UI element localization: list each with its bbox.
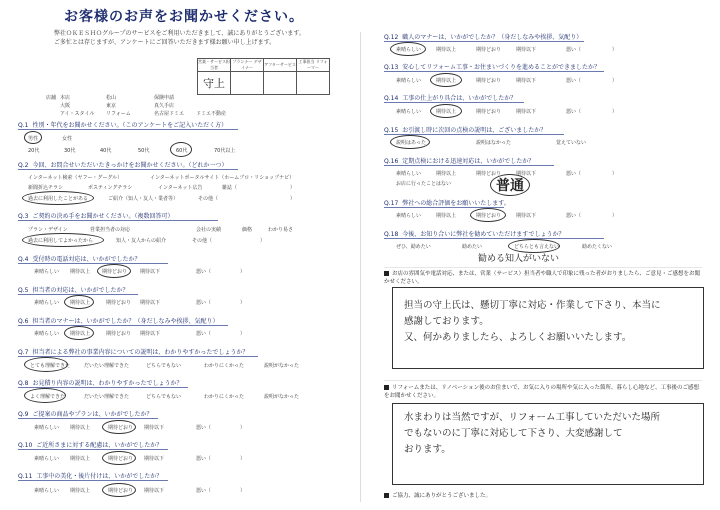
intro-text <box>54 29 354 47</box>
question-14: Q.14 工事の仕上がり具合は、いかがでしたか？ <box>384 95 517 102</box>
option[interactable]: ） <box>290 196 296 202</box>
option[interactable]: ポスティングチラシ <box>88 185 133 191</box>
option[interactable]: 70代以上 <box>214 148 236 154</box>
option[interactable]: だいたい理解できた <box>84 394 130 400</box>
option[interactable]: ぜひ、勧めたい <box>396 244 431 250</box>
store-option[interactable]: 名古屋ドミエ <box>154 111 185 117</box>
option[interactable]: わかり易さ <box>268 227 294 233</box>
option[interactable]: 期待どおり <box>476 171 502 177</box>
question-13: Q.13 安心してリフォーム工事・お住まいづくりを進めることができましたか？ <box>384 64 600 71</box>
option[interactable]: 期待以上 <box>436 47 457 53</box>
option[interactable]: とても理解できた <box>30 363 71 369</box>
separator <box>384 267 702 268</box>
option[interactable]: インターネット検索（ヤフー・グーグル） <box>28 175 123 181</box>
option[interactable]: 期待どおり <box>108 425 134 431</box>
option[interactable]: だいたい理解できた <box>84 363 130 369</box>
option[interactable]: 過去に利用したことがある <box>28 196 89 202</box>
option[interactable]: 悪い（ <box>196 269 212 275</box>
store-option[interactable]: ドミエ不動産 <box>196 111 227 117</box>
option[interactable]: 期待どおり <box>106 300 132 306</box>
option[interactable]: 説明がなかった <box>264 394 300 400</box>
answer-circle <box>64 295 94 309</box>
option[interactable]: 素晴らしい <box>396 213 422 219</box>
box2-handwriting <box>404 410 660 458</box>
option[interactable]: わかりにくかった <box>204 363 245 369</box>
staff-value[interactable]: 守上 <box>198 72 231 95</box>
question-12: Q.12 職人のマナーは、いかがでしたか？（身だしなみや挨拶、気配り） <box>384 34 583 41</box>
option[interactable]: 期待どおり <box>108 456 134 462</box>
option[interactable]: 勧めたくない <box>582 244 613 250</box>
option[interactable]: 期待どおり <box>476 213 502 219</box>
answer-circle <box>102 451 136 465</box>
option[interactable]: ） <box>612 213 618 219</box>
answer-circle <box>97 264 131 278</box>
question-underline <box>18 325 228 326</box>
option[interactable]: 悪い（ <box>196 488 212 494</box>
option[interactable]: 説明がなかった <box>264 363 300 369</box>
staff-header: 工事担当 リフォーマー <box>298 59 328 70</box>
option[interactable]: 素晴らしい <box>34 488 60 494</box>
question-underline <box>384 102 524 103</box>
question-9: Q.9 ご提案の商品やプランは、いかがでしたか？ <box>18 411 153 418</box>
option[interactable]: 悪い（ <box>566 47 582 53</box>
store-option[interactable]: 松山 <box>106 95 117 101</box>
option[interactable]: ） <box>240 488 246 494</box>
intro-line-1: 弊社ＯＫＥＳＨＯグループのサービスをご利用いただきまして、誠にありがとうございます。 <box>54 30 305 37</box>
store-option[interactable]: 東京 <box>106 103 117 109</box>
option[interactable]: 期待以上 <box>70 269 91 275</box>
option[interactable]: よく理解できた <box>30 394 66 400</box>
question-underline <box>18 169 238 170</box>
option[interactable]: 期待以下 <box>516 78 537 84</box>
option[interactable]: 悪い（ <box>566 78 582 84</box>
option[interactable]: その他（ <box>192 238 213 244</box>
option[interactable]: ） <box>612 171 618 177</box>
option[interactable]: 悪い（ <box>196 456 212 462</box>
question-4: Q.4 受付時の電話対応は、いかがでしたか？ <box>18 256 141 263</box>
store-option[interactable]: 大阪 <box>60 103 71 109</box>
question-6: Q.6 担当者のマナーは、いかがでしたか？（身だしなみや挨拶、気配り） <box>18 318 219 325</box>
option[interactable]: 期待以上 <box>436 213 457 219</box>
option[interactable]: 40代 <box>100 148 112 154</box>
option[interactable]: 知人・友人からの紹介 <box>116 238 167 244</box>
question-16: Q.16 定期点検における迅速対応は、いかがでしたか？ <box>384 158 535 165</box>
option[interactable]: 説明はあった <box>396 140 426 146</box>
option[interactable]: 期待以下 <box>144 456 165 462</box>
box1-handwriting <box>404 298 661 346</box>
staff-value[interactable] <box>231 72 264 95</box>
answer-circle <box>430 73 462 87</box>
option[interactable]: 期待以下 <box>516 171 537 177</box>
option[interactable]: 覚えていない <box>556 140 587 146</box>
store-option[interactable]: リフォーム <box>106 111 131 117</box>
option[interactable]: ） <box>240 456 246 462</box>
handwritten-q16: 普通 <box>496 178 524 194</box>
option[interactable]: ） <box>260 238 266 244</box>
option[interactable]: お店に行ったことはない <box>396 181 452 187</box>
option[interactable]: 期待以上 <box>70 300 91 306</box>
handwritten-line: 感謝しております。 <box>404 316 489 327</box>
option[interactable]: 悪い（ <box>566 213 582 219</box>
handwritten-line: でもないのに丁寧に対応して下さり、大変感謝して <box>404 428 623 439</box>
answer-circle <box>22 191 94 205</box>
question-underline <box>18 220 218 221</box>
option[interactable]: 30代 <box>64 148 76 154</box>
store-option[interactable]: アイ・スタイル <box>60 111 95 117</box>
handwritten-line: おります。 <box>404 444 451 455</box>
option[interactable]: どちらでもない <box>146 363 181 369</box>
intro-line-2: ご多忙とは存じますが、アンケートにご回答いただきます様お願い申し上げます。 <box>54 39 276 46</box>
question-underline <box>384 71 604 72</box>
staff-header: 営業・サービス担当者 <box>198 59 230 70</box>
store-option[interactable]: 本店 <box>60 95 71 101</box>
option[interactable]: 期待以上 <box>70 456 91 462</box>
option[interactable]: ご紹介（知人・友人・業者等） <box>108 196 179 202</box>
option[interactable]: 期待どおり <box>106 331 132 337</box>
option[interactable]: 素晴らしい <box>396 109 422 115</box>
option[interactable]: 新聞折込チラシ <box>28 185 64 191</box>
question-2: Q.2 今回、お問合せいただいたきっかけをお聞かせください。（どれか一つ） <box>18 162 228 169</box>
option[interactable]: 期待以下 <box>140 300 161 306</box>
handwritten-q18: 勧める知人がいない <box>478 254 560 264</box>
answer-circle <box>64 326 94 340</box>
option[interactable]: インターネットポータルサイト（ホームプロ・リショップナビ） <box>150 175 295 181</box>
answer-circle <box>22 233 104 247</box>
option[interactable]: 60代 <box>176 148 188 154</box>
question-15: Q.15 お引渡し時に次回の点検の説明は、ございましたか？ <box>384 127 547 134</box>
option[interactable]: 期待どおり <box>102 269 128 275</box>
staff-value[interactable] <box>297 72 330 95</box>
option[interactable]: 素晴らしい <box>396 171 422 177</box>
footer: ご協力、誠にありがとうございました。 <box>384 492 491 500</box>
option[interactable]: ） <box>612 47 618 53</box>
question-1: Q.1 性別・年代をお聞かせください。（このアンケートをご記入いただく方） <box>18 122 228 129</box>
question-underline <box>384 238 604 239</box>
question-underline <box>384 165 554 166</box>
question-5: Q.5 担当者の対応は、いかがでしたか？ <box>18 287 129 294</box>
option[interactable]: ） <box>240 300 246 306</box>
separator <box>384 380 702 381</box>
answer-circle <box>102 483 136 497</box>
option[interactable]: 悪い（ <box>566 109 582 115</box>
option[interactable]: 会社の実績 <box>196 227 222 233</box>
option[interactable]: 50代 <box>138 148 150 154</box>
option[interactable]: ） <box>240 331 246 337</box>
question-3: Q.3 ご契約の決め手をお聞かせください。（複数回答可） <box>18 213 174 220</box>
option[interactable]: 期待どおり <box>476 47 502 53</box>
staff-value[interactable] <box>264 72 297 95</box>
option[interactable]: 期待以下 <box>140 269 161 275</box>
option[interactable]: 価格 <box>242 227 253 233</box>
option[interactable]: 雑誌（ <box>222 185 238 191</box>
question-underline <box>18 129 238 130</box>
answer-circle <box>390 135 430 149</box>
staff-header: プランナー デザイナー <box>232 59 262 70</box>
option[interactable]: 説明はなかった <box>476 140 512 146</box>
staff-table <box>197 58 330 95</box>
column-divider <box>360 32 361 502</box>
option[interactable]: 期待以上 <box>436 171 457 177</box>
option[interactable]: 20代 <box>28 148 40 154</box>
question-11: Q.11 工事中の美化・後片付けは、いかがでしたか？ <box>18 473 163 480</box>
option[interactable]: 期待以上 <box>70 331 91 337</box>
option[interactable]: 悪い（ <box>196 425 212 431</box>
option[interactable]: 素晴らしい <box>396 47 422 53</box>
option[interactable]: わかりにくかった <box>204 394 245 400</box>
option[interactable]: 素晴らしい <box>396 78 422 84</box>
option[interactable]: 期待以下 <box>144 488 165 494</box>
answer-circle <box>24 357 71 372</box>
option[interactable]: どちらでもない <box>146 394 181 400</box>
question-7: Q.7 担当者による弊社の事業内容についての説明は、わかりやすかったでしょうか？ <box>18 349 249 356</box>
bullet-square-icon <box>384 385 389 390</box>
handwritten-line: 又、何かありましたら、よろしくお願いいたします。 <box>404 332 632 343</box>
question-10: Q.10 ご近所さまに対する配慮は、いかがでしたか？ <box>18 442 163 449</box>
answer-circle <box>24 131 42 144</box>
question-18: Q.18 今後、お知り合いに弊社を勧めていただけますでしょうか？ <box>384 231 565 238</box>
question-underline <box>18 480 168 481</box>
store-option[interactable]: 真久手店 <box>154 103 175 109</box>
option[interactable]: その他（ <box>198 196 219 202</box>
question-17: Q.17 弊社への総合評価をお願いいたします。 <box>384 200 510 207</box>
option[interactable]: ） <box>290 185 296 191</box>
option[interactable]: インターネット広告 <box>158 185 203 191</box>
option[interactable]: ） <box>240 269 246 275</box>
option[interactable]: 素晴らしい <box>34 269 60 275</box>
option[interactable]: 過去に利用してよかったから <box>28 238 94 244</box>
option[interactable]: 勧めたい <box>462 244 483 250</box>
bullet-square-icon <box>384 271 389 276</box>
option[interactable]: 期待以下 <box>516 109 537 115</box>
option[interactable]: 悪い（ <box>196 331 212 337</box>
handwritten-line: 担当の守上氏は、懸切丁寧に対応・作業して下さり、本当に <box>404 300 661 311</box>
answer-circle <box>470 208 506 222</box>
answer-circle <box>430 104 462 118</box>
answer-circle <box>24 388 66 403</box>
option[interactable]: プラン・デザイン <box>28 227 68 233</box>
box2-header: リフォームまたは、リノベーション後のお住まいで、お気に入りの場所や気に入った箇所、暮らし心地など、工事後のご感想をお聞かせください。 <box>384 385 699 399</box>
option[interactable]: ） <box>240 425 246 431</box>
answer-circle <box>170 142 192 157</box>
bullet-square-icon <box>384 493 389 498</box>
option[interactable]: 悪い（ <box>196 300 212 306</box>
answer-circle <box>490 174 530 196</box>
option[interactable]: 期待どおり <box>476 78 502 84</box>
staff-header: アフターサービス <box>264 59 297 72</box>
option[interactable]: 素晴らしい <box>34 300 60 306</box>
answer-circle <box>102 420 136 434</box>
page-title: お客様のお声をお聞かせください。 <box>64 9 304 25</box>
option[interactable]: 悪い（ <box>566 171 582 177</box>
box1-header: お店の雰囲気や電話対応、または、営業（サービス）担当者や職人で印象に残った者がおりましたら、ご意見・ご感想をお聞かせください。 <box>384 271 701 285</box>
option[interactable]: 期待以下 <box>140 331 161 337</box>
option[interactable]: 素晴らしい <box>34 331 60 337</box>
store-option[interactable]: 保険申請 <box>154 95 175 101</box>
store-label: 店舗 <box>46 95 57 101</box>
option[interactable]: 女性 <box>62 136 73 142</box>
option[interactable]: 期待以上 <box>436 109 457 115</box>
option[interactable]: 素晴らしい <box>34 425 60 431</box>
option[interactable]: 期待以上 <box>436 78 457 84</box>
question-underline <box>18 263 168 264</box>
option[interactable]: 期待以下 <box>144 425 165 431</box>
question-8: Q.8 お見積り内容の説明は、わかりやすかったでしょうか？ <box>18 380 183 387</box>
option[interactable]: 期待以上 <box>70 425 91 431</box>
question-underline <box>18 449 168 450</box>
option[interactable]: ） <box>612 78 618 84</box>
option[interactable]: 期待以下 <box>516 47 537 53</box>
answer-circle <box>390 42 426 56</box>
option[interactable]: 期待以下 <box>516 213 537 219</box>
option[interactable]: どちらとも言えない <box>514 244 560 250</box>
option[interactable]: 素晴らしい <box>34 456 60 462</box>
option[interactable]: 期待以上 <box>70 488 91 494</box>
option[interactable]: 営業担当者の対応 <box>90 227 131 233</box>
handwritten-line: 水まわりは当然ですが、リフォーム工事していただいた場所 <box>404 412 661 423</box>
option[interactable]: 男性 <box>28 136 39 142</box>
question-underline <box>18 418 158 419</box>
option[interactable]: 期待どおり <box>476 109 502 115</box>
option[interactable]: 期待どおり <box>108 488 134 494</box>
option[interactable]: ） <box>612 109 618 115</box>
